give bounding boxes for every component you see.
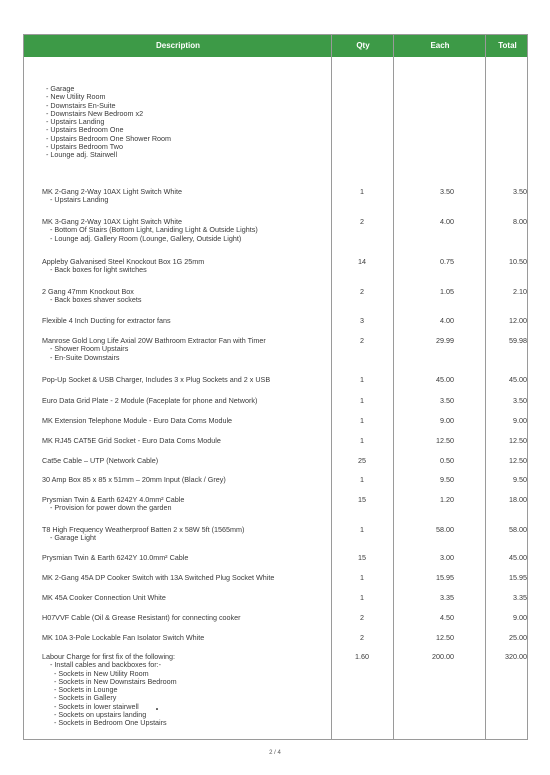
item-name: Prysmian Twin & Earth 6242Y 4.0mm² Cable (42, 495, 185, 504)
row-each: 1.20 (440, 495, 454, 504)
item-detail-line: - Upstairs Bedroom One (46, 125, 124, 135)
row-description (24, 317, 324, 325)
row-each: 200.00 (432, 652, 454, 661)
row-total: 9.50 (513, 475, 527, 484)
row-each: 3.50 (440, 396, 454, 405)
row-description (24, 554, 324, 562)
row-each: 4.00 (440, 316, 454, 325)
row-qty: 1 (360, 375, 364, 384)
row-total: 12.50 (509, 436, 527, 445)
item-name: MK RJ45 CAT5E Grid Socket - Euro Data Coms Module (42, 436, 221, 445)
item-detail-line: - Upstairs Bedroom Two (46, 142, 123, 152)
item-detail-line: - Downstairs En-Suite (46, 100, 116, 110)
row-qty: 1 (360, 525, 364, 534)
item-name: 30 Amp Box 85 x 85 x 51mm – 20mm Input (Black / Grey) (42, 475, 226, 484)
row-qty: 1.60 (355, 652, 369, 661)
row-description (24, 574, 324, 582)
item-name: MK 2-Gang 2-Way 10AX Light Switch White (42, 187, 182, 196)
item-name: MK 3-Gang 2-Way 10AX Light Switch White (42, 217, 182, 226)
row-qty: 1 (360, 416, 364, 425)
item-name: Flexible 4 Inch Ducting for extractor fans (42, 316, 171, 325)
row-total: 59.98 (509, 336, 527, 345)
row-each: 4.00 (440, 217, 454, 226)
row-qty: 15 (358, 553, 366, 562)
row-total: 8.00 (513, 217, 527, 226)
stray-dot (156, 708, 158, 710)
row-description (24, 496, 324, 513)
table-header (24, 35, 527, 57)
item-detail-line: - Sockets on upstairs landing (50, 710, 147, 720)
item-detail-line: - Sockets in Lounge (50, 685, 118, 695)
header-total: Total (498, 41, 517, 50)
row-qty: 1 (360, 593, 364, 602)
item-detail-line: - Provision for power down the garden (50, 503, 172, 513)
item-detail-line: - Sockets in Gallery (50, 693, 117, 703)
item-name: Appleby Galvanised Steel Knockout Box 1G 25mm (42, 257, 205, 266)
item-detail-line: - Back boxes shaver sockets (50, 295, 142, 305)
row-each: 3.50 (440, 187, 454, 196)
row-description (24, 653, 324, 728)
row-each: 12.50 (436, 436, 454, 445)
row-description (24, 417, 324, 425)
row-qty: 25 (358, 456, 366, 465)
row-qty: 2 (360, 287, 364, 296)
item-detail-line: - Upstairs Landing (46, 117, 105, 127)
row-each: 1.05 (440, 287, 454, 296)
item-detail-line: - Garage (46, 84, 75, 93)
row-qty: 2 (360, 613, 364, 622)
row-total: 2.10 (513, 287, 527, 296)
row-total: 12.50 (509, 456, 527, 465)
row-total: 3.35 (513, 593, 527, 602)
row-description (24, 397, 324, 405)
row-total: 3.50 (513, 187, 527, 196)
row-each: 58.00 (436, 525, 454, 534)
item-detail-line: - Sockets in New Utility Room (50, 668, 149, 678)
row-each: 3.00 (440, 553, 454, 562)
row-total: 45.00 (509, 375, 527, 384)
row-description (24, 614, 324, 622)
item-name: Prysmian Twin & Earth 6242Y 10.0mm² Cable (42, 553, 189, 562)
item-detail-line: - New Utility Room (46, 92, 106, 102)
row-each: 29.99 (436, 336, 454, 345)
row-total: 25.00 (509, 633, 527, 642)
row-total: 58.00 (509, 525, 527, 534)
row-qty: 14 (358, 257, 366, 266)
item-detail-line: - Bottom Of Stairs (Bottom Light, Laniding Light & Outside Lights) (50, 225, 258, 235)
row-description (24, 594, 324, 602)
row-total: 9.00 (513, 416, 527, 425)
row-description (24, 337, 324, 362)
item-detail-line: - Install cables and backboxes for:- (50, 660, 162, 670)
row-description (24, 188, 324, 205)
item-detail-line: - Back boxes for light switches (50, 265, 147, 275)
item-detail-line: - Downstairs New Bedroom x2 (46, 108, 144, 118)
item-name: 2 Gang 47mm Knockout Box (42, 287, 134, 296)
row-each: 15.95 (436, 573, 454, 582)
item-detail-line: - Lounge adj. Gallery Room (Lounge, Gallery, Outside Light) (50, 233, 242, 243)
row-total: 9.00 (513, 613, 527, 622)
row-description (24, 376, 324, 384)
row-description (24, 288, 324, 305)
row-each: 45.00 (436, 375, 454, 384)
row-description (24, 457, 324, 465)
row-total: 10.50 (509, 257, 527, 266)
row-total: 45.00 (509, 553, 527, 562)
item-detail-line: - Sockets in Bedroom One Upstairs (50, 718, 167, 728)
row-qty: 3 (360, 316, 364, 325)
item-name: Euro Data Grid Plate - 2 Module (Faceplate for phone and Network) (42, 396, 258, 405)
row-each: 9.00 (440, 416, 454, 425)
item-detail-line: - Sockets in lower stairwell (50, 701, 139, 711)
item-detail-line: - Upstairs Landing (50, 195, 109, 205)
row-description (24, 218, 324, 243)
row-description (24, 634, 324, 642)
item-detail-line: - Sockets in New Downstairs Bedroom (50, 676, 177, 686)
item-name: Cat5e Cable – UTP (Network Cable) (42, 456, 159, 465)
item-name: Labour Charge for first fix of the following: (42, 652, 176, 661)
row-each: 9.50 (440, 475, 454, 484)
header-description: Description (155, 41, 200, 50)
item-detail-line: - Garage Light (50, 533, 96, 543)
item-detail-line: - En-Suite Downstairs (50, 352, 120, 362)
invoice-table (23, 34, 528, 740)
row-description (24, 526, 324, 543)
row-qty: 15 (358, 495, 366, 504)
row-qty: 1 (360, 187, 364, 196)
row-each: 3.35 (440, 593, 454, 602)
item-name: Manrose Gold Long Life Axial 20W Bathroom Extractor Fan with Timer (42, 336, 266, 345)
page-number: 2 / 4 (269, 750, 281, 756)
item-name: MK Extension Telephone Module - Euro Data Coms Module (42, 416, 233, 425)
row-each: 0.75 (440, 257, 454, 266)
item-name: MK 45A Cooker Connection Unit White (42, 593, 166, 602)
item-name: Pop-Up Socket & USB Charger, Includes 3 x Plug Sockets and 2 x USB (42, 375, 271, 384)
row-each: 4.50 (440, 613, 454, 622)
row-description (24, 476, 324, 484)
item-name: H07VVF Cable (Oil & Grease Resistant) for connecting cooker (42, 613, 241, 622)
row-total: 12.00 (509, 316, 527, 325)
row-description (24, 85, 324, 160)
item-name: MK 10A 3-Pole Lockable Fan Isolator Switch White (42, 633, 205, 642)
row-total: 320.00 (505, 652, 527, 661)
row-total: 18.00 (509, 495, 527, 504)
row-description (24, 258, 324, 275)
row-description (24, 437, 324, 445)
item-name: MK 2-Gang 45A DP Cooker Switch with 13A Switched Plug Socket White (42, 573, 275, 582)
row-qty: 2 (360, 633, 364, 642)
row-qty: 1 (360, 475, 364, 484)
row-qty: 1 (360, 436, 364, 445)
item-detail-line: - Upstairs Bedroom One Shower Room (46, 133, 172, 143)
header-qty: Qty (356, 41, 370, 50)
row-each: 0.50 (440, 456, 454, 465)
row-qty: 2 (360, 336, 364, 345)
row-qty: 2 (360, 217, 364, 226)
row-each: 12.50 (436, 633, 454, 642)
item-detail-line: - Shower Room Upstairs (50, 344, 129, 354)
header-each: Each (430, 41, 450, 50)
row-qty: 1 (360, 396, 364, 405)
item-detail-line: - Lounge adj. Stairwell (46, 150, 118, 160)
row-total: 3.50 (513, 396, 527, 405)
row-qty: 1 (360, 573, 364, 582)
item-name: T8 High Frequency Weatherproof Batten 2 x 58W 5ft (1565mm) (42, 525, 245, 534)
row-total: 15.95 (509, 573, 527, 582)
